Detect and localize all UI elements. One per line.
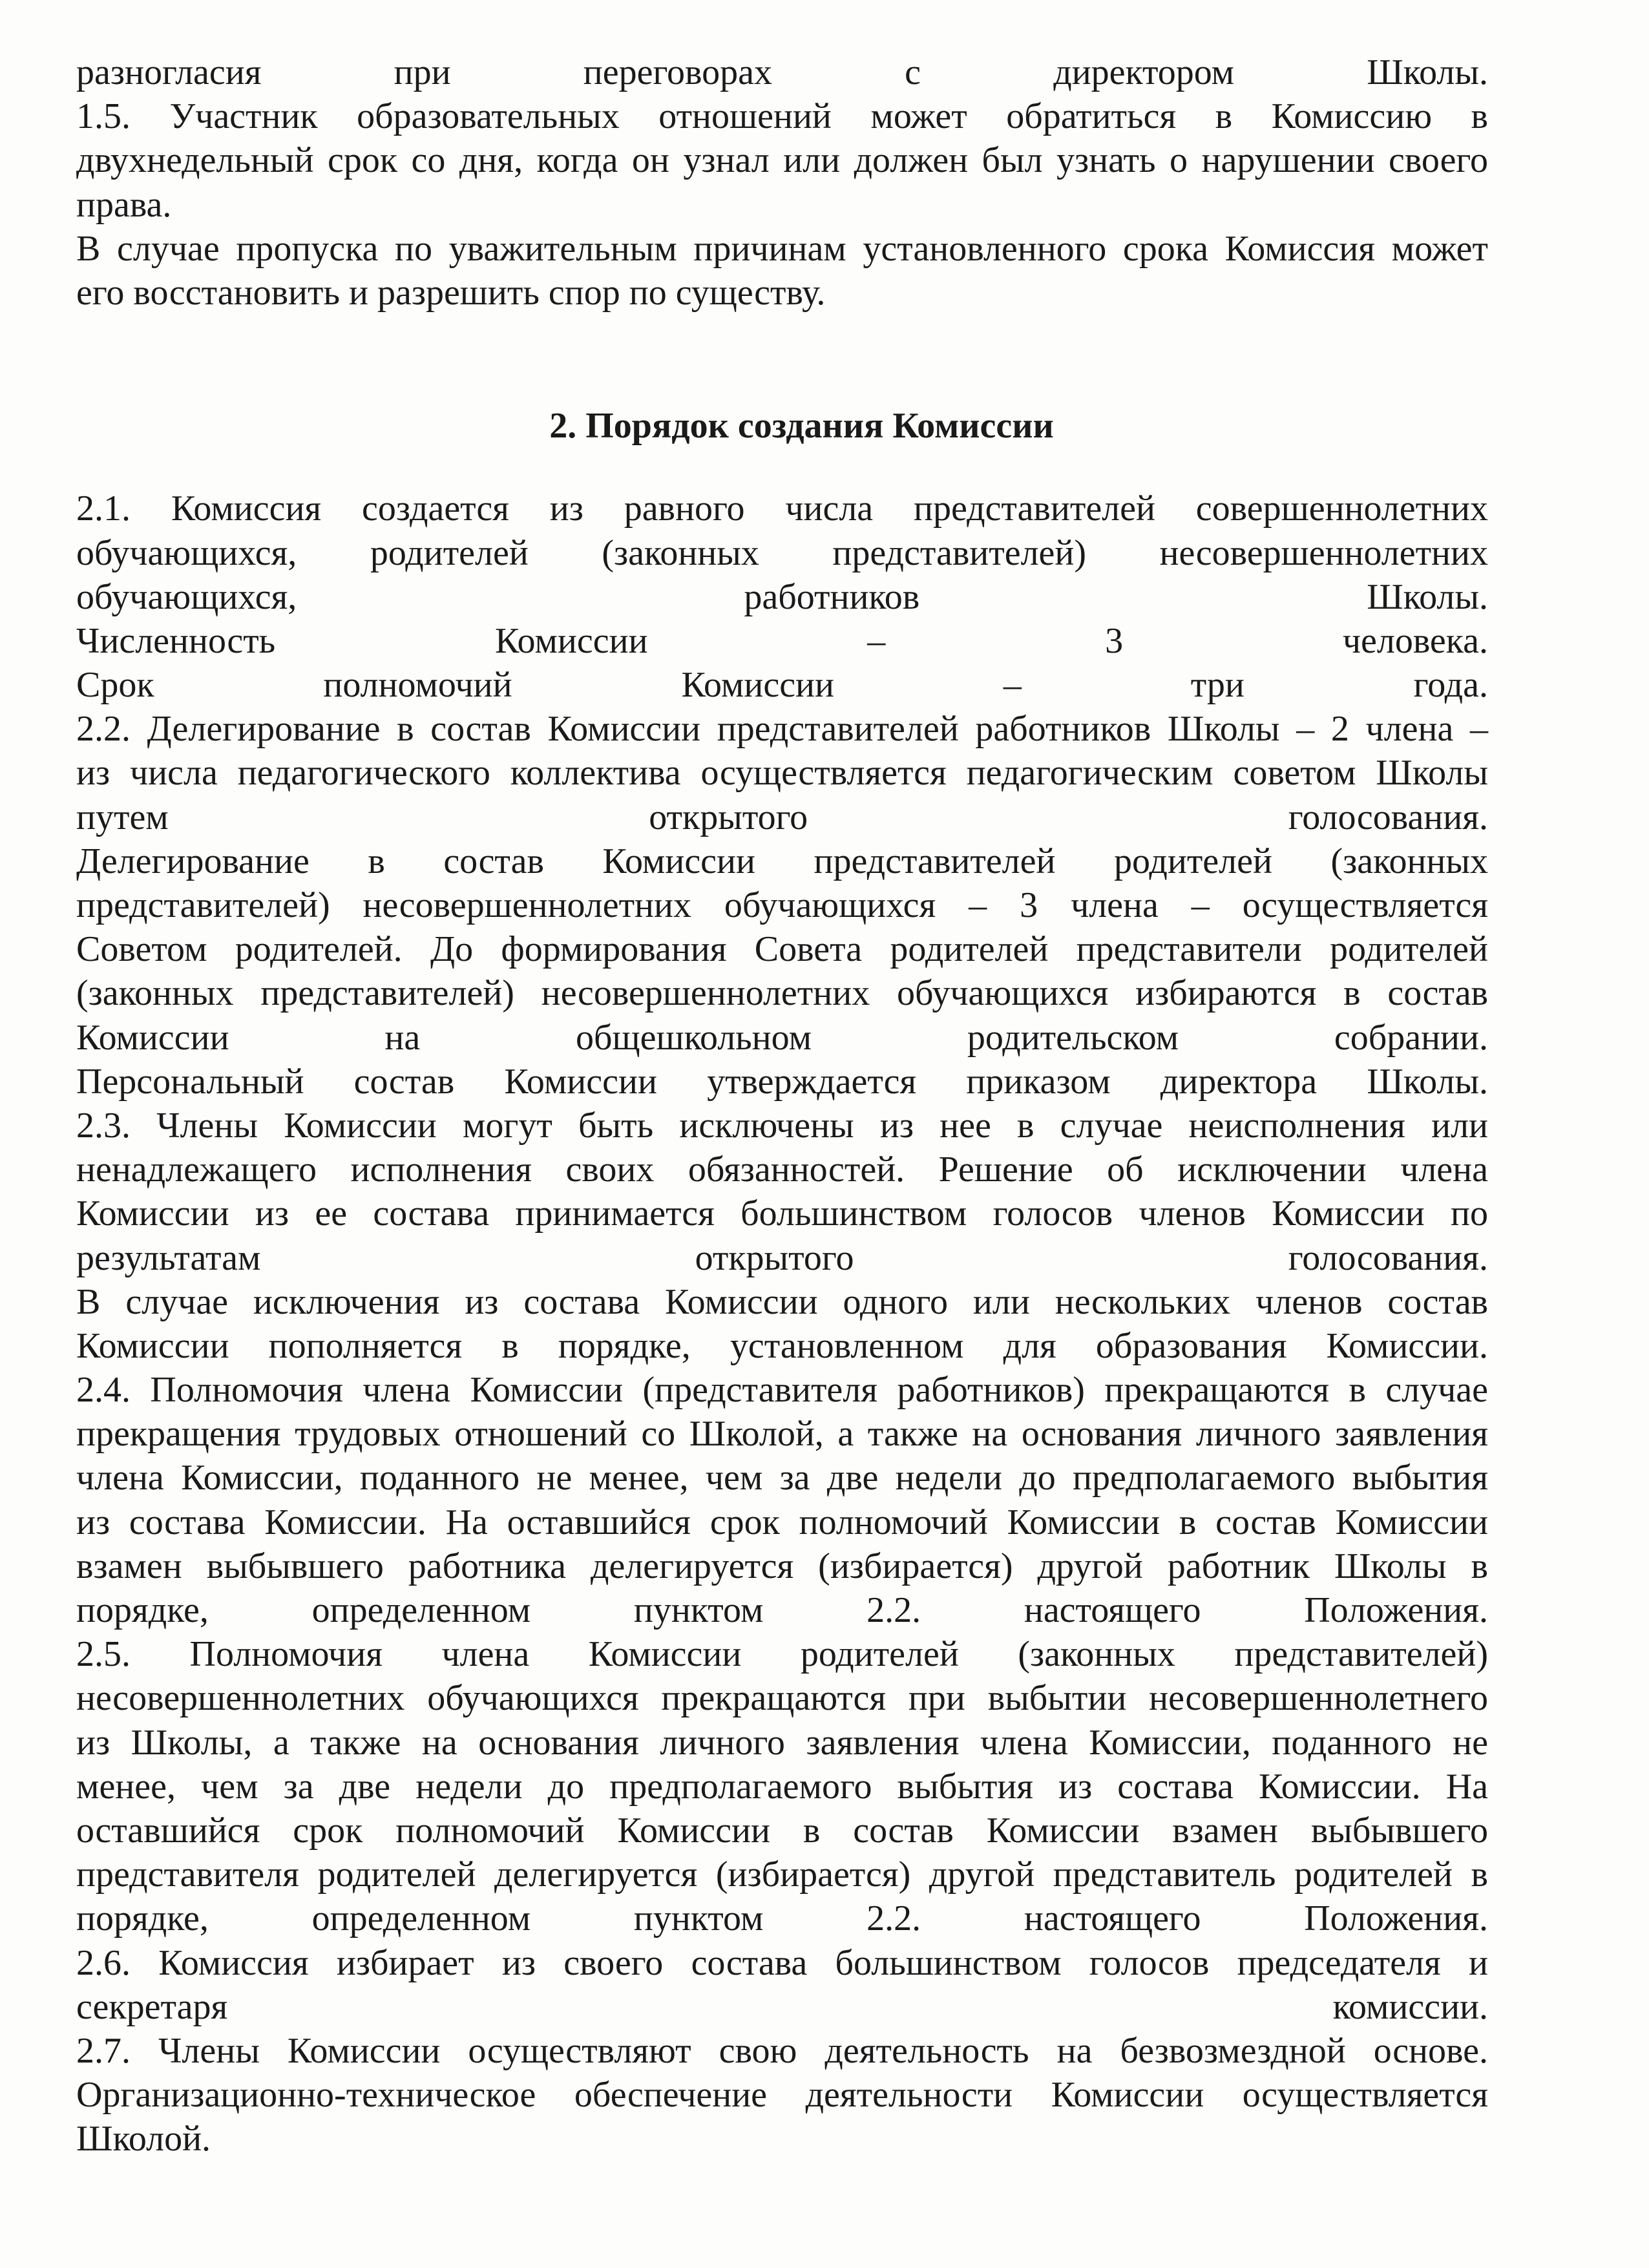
text-line: путем открытого голосования. [76,797,1488,837]
text-line: секретаря комиссии. [76,1986,1488,2027]
text-line: 2.5. Полномочия члена Комиссии родителей (законных представителей) [76,1634,1488,1675]
text-line: 2.3. Члены Комиссии могут быть исключены из нее в случае неисполнения или [76,1105,1488,1146]
text-line: порядке, определенном пунктом 2.2. настоящего Положения. [76,1590,1488,1630]
text-line: менее, чем за две недели до предполагаемого выбытия из состава Комиссии. На [76,1766,1488,1807]
document-body [76,50,1488,2161]
text-line: представителя родителей делегируется (избирается) другой представитель родителей в [76,1854,1488,1895]
text-line: оставшийся срок полномочий Комиссии в состав Комиссии взамен выбывшего [76,1810,1488,1851]
text-line: права. [76,184,172,225]
text-line: члена Комиссии, поданного не менее, чем за две недели до предполагаемого выбытия [76,1458,1488,1498]
text-line: В случае исключения из состава Комиссии одного или нескольких членов состав [76,1281,1488,1322]
spacer [76,315,1488,404]
text-line: разногласия при переговорах с директором Школы. [76,52,1488,92]
text-line: 2.4. Полномочия члена Комиссии (представителя работников) прекращаются в случае [76,1370,1488,1411]
text-line: Комиссии на общешкольном родительском собрании. [76,1017,1488,1058]
text-line: представителей) несовершеннолетних обучающихся – 3 члена – осуществляется [76,885,1488,925]
section-heading: 2. Порядок создания Комиссии [549,406,1054,446]
text-line: Школой. [76,2119,211,2159]
text-line: Советом родителей. До формирования Совета родителей представители родителей [76,929,1488,970]
text-line: Комиссии из ее состава принимается большинством голосов членов Комиссии по [76,1193,1488,1234]
text-line: Комиссии пополняется в порядке, установленном для образования Комиссии. [76,1325,1488,1366]
text-line: 2.2. Делегирование в состав Комиссии представителей работников Школы – 2 члена – [76,709,1488,750]
text-line: из состава Комиссии. На оставшийся срок полномочий Комиссии в состав Комиссии [76,1502,1488,1542]
text-line: прекращения трудовых отношений со Школой, а также на основания личного заявления [76,1414,1488,1454]
text-line: из Школы, а также на основания личного заявления члена Комиссии, поданного не [76,1722,1488,1763]
text-line: двухнедельный срок со дня, когда он узнал или должен был узнать о нарушении своего [76,140,1488,181]
text-line: взамен выбывшего работника делегируется (избирается) другой работник Школы в [76,1546,1488,1586]
text-line: Делегирование в состав Комиссии представителей родителей (законных [76,841,1488,881]
text-line: В случае пропуска по уважительным причинам установленного срока Комиссия может [76,228,1488,269]
text-line: Организационно-техническое обеспечение деятельности Комиссии осуществляется [76,2075,1488,2116]
text-line: его восстановить и разрешить спор по существу. [76,272,826,313]
text-line: 1.5. Участник образовательных отношений может обратиться в Комиссию в [76,96,1488,137]
text-line: 2.7. Члены Комиссии осуществляют свою деятельность на безвозмездной основе. [76,2030,1488,2071]
text-line: Срок полномочий Комиссии – три года. [76,665,1488,706]
text-line: Персональный состав Комиссии утверждается приказом директора Школы. [76,1061,1488,1102]
text-line: обучающихся, работников Школы. [76,576,1488,617]
text-line: (законных представителей) несовершеннолетних обучающихся избираются в состав [76,973,1488,1014]
text-line: несовершеннолетних обучающихся прекращаются при выбытии несовершеннолетнего [76,1678,1488,1719]
text-line: результатам открытого голосования. [76,1237,1488,1278]
text-line: обучающихся, родителей (законных представителей) несовершеннолетних [76,532,1488,573]
text-line: порядке, определенном пунктом 2.2. настоящего Положения. [76,1898,1488,1939]
text-line: ненадлежащего исполнения своих обязанностей. Решение об исключении члена [76,1150,1488,1190]
spacer [76,448,1488,487]
text-line: 2.1. Комиссия создается из равного числа представителей совершеннолетних [76,488,1488,529]
text-line: из числа педагогического коллектива осуществляется педагогическим советом Школы [76,753,1488,793]
text-line: Численность Комиссии – 3 человека. [76,620,1488,661]
text-line: 2.6. Комиссия избирает из своего состава большинством голосов председателя и [76,1942,1488,1983]
